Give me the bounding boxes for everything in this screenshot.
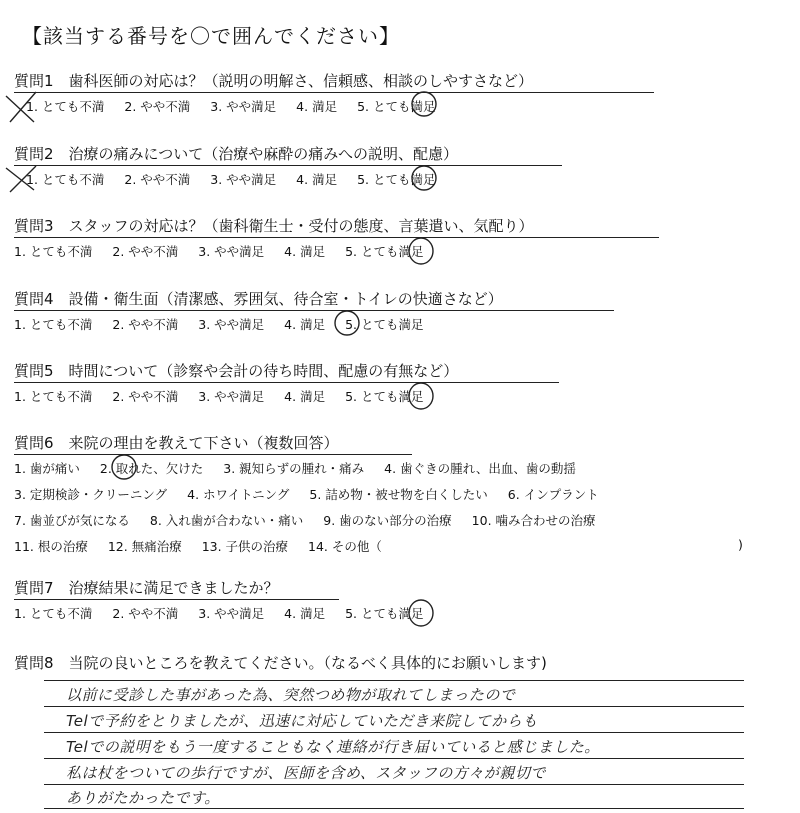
- answer-rule-2: [44, 706, 744, 707]
- q5-heading: 質問5 時間について（診察や会計の待ち時間、配慮の有無など）: [14, 360, 559, 383]
- answer-line-4: 私は杖をついての歩行ですが、医師を含め、スタッフの方々が親切で: [66, 764, 546, 782]
- q4-option-4[interactable]: 4. 満足: [284, 317, 326, 332]
- answer-rule-5: [44, 784, 744, 785]
- q7-option-3[interactable]: 3. やや満足: [198, 606, 265, 621]
- q6-option-3[interactable]: 3. 親知らずの腫れ・痛み: [223, 461, 365, 476]
- q6-option-14[interactable]: 14. その他（: [308, 539, 382, 554]
- answer-line-5: ありがたかったです。: [66, 789, 220, 807]
- answer-line-2: Telで予約をとりましたが、迅速に対応していただき来院してからも: [66, 712, 538, 730]
- q6-option-11[interactable]: 11. 根の治療: [14, 539, 88, 554]
- q2-option-2[interactable]: 2. やや不満: [124, 172, 191, 187]
- q2-option-4[interactable]: 4. 満足: [296, 172, 338, 187]
- q5-option-2[interactable]: 2. やや不満: [112, 389, 179, 404]
- q6-option-4[interactable]: 4. 歯ぐきの腫れ、出血、歯の動揺: [384, 461, 576, 476]
- answer-rule-6: [44, 808, 744, 809]
- q5-option-1[interactable]: 1. とても不満: [14, 389, 93, 404]
- q1-option-4[interactable]: 4. 満足: [296, 99, 338, 114]
- q1-heading: 質問1 歯科医師の対応は？（説明の明解さ、信頼感、相談のしやすさなど）: [14, 70, 654, 93]
- answer-rule-3: [44, 732, 744, 733]
- q7-option-4[interactable]: 4. 満足: [284, 606, 326, 621]
- q6-option-8[interactable]: 8. 入れ歯が合わない・痛い: [149, 513, 304, 528]
- q6-other-close-paren: ): [738, 537, 743, 552]
- q4-option-1[interactable]: 1. とても不満: [14, 317, 93, 332]
- q6-row-4: [14, 537, 398, 555]
- q6-option-5[interactable]: 5. 詰め物・被せ物を白くしたい: [309, 487, 488, 502]
- q2-option-1[interactable]: 1. とても不満: [26, 172, 105, 187]
- q5-option-4[interactable]: 4. 満足: [284, 389, 326, 404]
- q7-option-2[interactable]: 2. やや不満: [112, 606, 179, 621]
- q6-heading: 質問6 来院の理由を教えて下さい（複数回答）: [14, 432, 412, 455]
- q3-option-1[interactable]: 1. とても不満: [14, 244, 93, 259]
- q4-option-5[interactable]: 5. とても満足: [345, 317, 424, 332]
- q6-option-4b[interactable]: 4. ホワイトニング: [187, 487, 290, 502]
- q3-options: [14, 242, 439, 260]
- q4-option-2[interactable]: 2. やや不満: [112, 317, 179, 332]
- q1-option-3[interactable]: 3. やや満足: [210, 99, 277, 114]
- q3-option-4[interactable]: 4. 満足: [284, 244, 326, 259]
- q1-options: [26, 97, 451, 115]
- q7-option-5[interactable]: 5. とても満足: [345, 606, 424, 621]
- q6-option-12[interactable]: 12. 無痛治療: [107, 539, 182, 554]
- q6-option-6[interactable]: 6. インプラント: [507, 487, 599, 502]
- q2-option-3[interactable]: 3. やや満足: [210, 172, 277, 187]
- answer-rule-1: [44, 680, 744, 681]
- q6-option-1[interactable]: 1. 歯が痛い: [14, 461, 80, 476]
- q3-option-3[interactable]: 3. やや満足: [198, 244, 265, 259]
- q5-option-5[interactable]: 5. とても満足: [345, 389, 424, 404]
- form-title: 【該当する番号を〇で囲んでください】: [22, 24, 400, 48]
- q6-row-1: [14, 459, 592, 477]
- q4-option-3[interactable]: 3. やや満足: [198, 317, 265, 332]
- q7-option-1[interactable]: 1. とても不満: [14, 606, 93, 621]
- q1-option-1[interactable]: 1. とても不満: [26, 99, 105, 114]
- q1-option-2[interactable]: 2. やや不満: [124, 99, 191, 114]
- q3-option-2[interactable]: 2. やや不満: [112, 244, 179, 259]
- q7-heading: 質問7 治療結果に満足できましたか？: [14, 577, 339, 600]
- q6-option-10[interactable]: 10. 噛み合わせの治療: [471, 513, 596, 528]
- q6-option-2[interactable]: 2. 取れた、欠けた: [99, 461, 204, 476]
- q6-option-3b[interactable]: 3. 定期検診・クリーニング: [14, 487, 168, 502]
- q8-heading: 質問8 当院の良いところを教えてください。（なるべく具体的にお願いします): [14, 654, 547, 672]
- q4-heading: 質問4 設備・衛生面（清潔感、雰囲気、待合室・トイレの快適さなど）: [14, 288, 614, 311]
- q6-row-2: [14, 485, 615, 503]
- q6-option-9[interactable]: 9. 歯のない部分の治療: [323, 513, 452, 528]
- q6-row-3: [14, 511, 612, 529]
- q3-option-5[interactable]: 5. とても満足: [345, 244, 424, 259]
- q6-option-13[interactable]: 13. 子供の治療: [201, 539, 289, 554]
- q2-heading: 質問2 治療の痛みについて（治療や麻酔の痛みへの説明、配慮）: [14, 143, 562, 166]
- q2-options: [26, 170, 451, 188]
- q5-options: [14, 387, 439, 405]
- q7-options: [14, 604, 439, 622]
- answer-rule-4: [44, 758, 744, 759]
- q6-option-7[interactable]: 7. 歯並びが気になる: [14, 513, 130, 528]
- q1-option-5[interactable]: 5. とても満足: [357, 99, 436, 114]
- q4-options: [14, 315, 439, 333]
- q5-option-3[interactable]: 3. やや満足: [198, 389, 265, 404]
- answer-line-1: 以前に受診した事があった為、突然つめ物が取れてしまったので: [66, 686, 516, 704]
- q2-option-5[interactable]: 5. とても満足: [357, 172, 436, 187]
- answer-line-3: Telでの説明をもう一度することもなく連絡が行き届いていると感じました。: [66, 738, 600, 756]
- q3-heading: 質問3 スタッフの対応は？（歯科衛生士・受付の態度、言葉遣い、気配り）: [14, 215, 659, 238]
